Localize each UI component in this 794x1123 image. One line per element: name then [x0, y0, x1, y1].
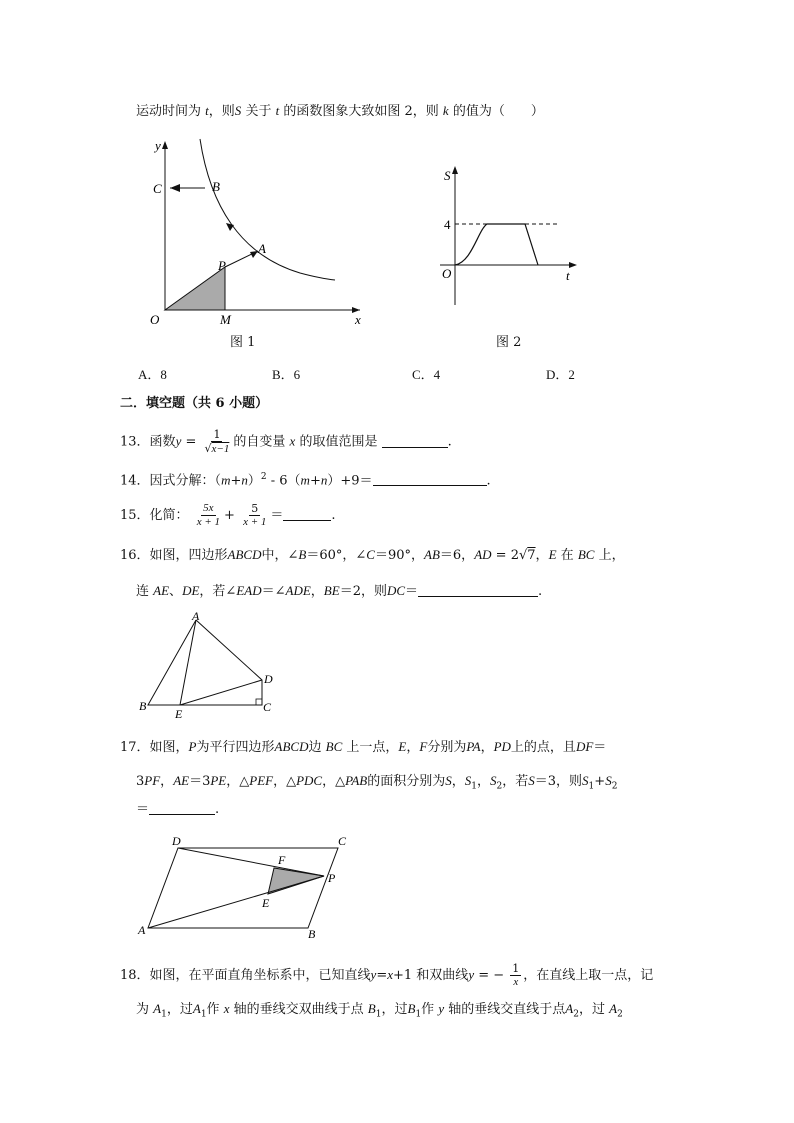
fig1-label-C: C	[153, 181, 162, 196]
option-d: D．2	[546, 367, 575, 382]
q16-label-E: E	[175, 707, 183, 721]
q14-answer-blank[interactable]	[373, 471, 487, 486]
q16-label-A: A	[192, 609, 200, 623]
q17-line3: ＝ .	[136, 802, 220, 817]
fig1-caption: 图 1	[230, 335, 256, 350]
option-b: B．6	[272, 367, 301, 382]
fig1-label-P: P	[218, 258, 226, 273]
q16-label-D: D	[264, 672, 273, 686]
section-title: 二．填空题（共 6 小题）	[120, 396, 269, 411]
fig2-graph	[455, 224, 538, 265]
q16-line2: 连 AE、DE，若∠EAD＝∠ADE，BE＝2，则DC＝ .	[136, 583, 543, 599]
fig1-shaded-triangle	[165, 267, 225, 310]
fig1-label-y: y	[155, 138, 161, 153]
fig2-label-O: O	[442, 266, 452, 281]
q16-answer-blank[interactable]	[418, 582, 538, 597]
fig1-label-B: B	[212, 179, 220, 194]
q13: 13．函数y = $\frac{1}{√x-1}$ 的自变量 x 的取值范围是 .	[120, 428, 452, 455]
q16-figure	[136, 610, 286, 720]
fig1-label-O: O	[150, 312, 160, 327]
fig1-label-x: x	[355, 312, 361, 327]
q12-stem: 运动时间为 t，则S 关于 t 的函数图象大致如图 2，则 k 的值为（ ）	[136, 103, 544, 119]
q15: 15．化简： $\frac{5x}{x + 1}$ + $\frac{5}{x + 1}$ ＝ .	[120, 502, 336, 528]
fig2-caption: 图 2	[496, 335, 522, 350]
q16-label-C: C	[263, 700, 272, 714]
q17-label-B: B	[308, 927, 316, 941]
fig1-label-M: M	[220, 312, 231, 327]
q17-answer-blank[interactable]	[149, 800, 215, 815]
figure-2	[430, 160, 580, 310]
q17-label-D: D	[172, 834, 181, 848]
q13-answer-blank[interactable]	[382, 433, 448, 448]
q17-label-A: A	[138, 923, 146, 937]
fig2-label-S: S	[444, 168, 451, 183]
q18-line1: 18．如图，在平面直角坐标系中，已知直线y=x+1 和双曲线y = − $\frac{1}{x}$ ，在直线上取一点，记	[120, 962, 654, 988]
fig2-label-4: 4	[444, 217, 451, 232]
fig2-label-t: t	[566, 268, 570, 283]
q17-label-P: P	[328, 871, 336, 885]
q17-label-F: F	[278, 853, 286, 867]
q15-answer-blank[interactable]	[283, 506, 331, 521]
option-a: A．8	[138, 367, 167, 382]
q17-line2: 3PF，AE＝3PE，△PEF，△PDC，△PAB的面积分别为S，$S_1$，$S_2$，若S＝3，则$S_1+S_2$	[136, 773, 618, 792]
q17-line1: 17．如图，P为平行四边形ABCD边 BC 上一点，E，F分别为PA，PD上的点，且DF＝	[120, 739, 607, 755]
figure-1	[140, 135, 380, 335]
q18-line2: 为 $A_1$，过$A_1$作 x 轴的垂线交双曲线于点 $B_1$，过$B_1$作 y 轴的垂线交直线于点$A_2$，过 $A_2$	[136, 1001, 623, 1020]
q17-label-E: E	[262, 896, 270, 910]
q16-line1: 16．如图，四边形ABCD中，∠B＝60°，∠C＝90°，AB＝6，AD = 2√7，E 在 BC 上，	[120, 547, 625, 563]
option-c: C．4	[412, 367, 441, 382]
q14: 14．因式分解：$(m+n)^2 - 6(m+n)+9=$ .	[120, 472, 491, 489]
q17-label-C: C	[338, 834, 347, 848]
q16-label-B: B	[139, 699, 147, 713]
q17-figure	[136, 828, 356, 941]
fig1-label-A: A	[258, 241, 266, 256]
